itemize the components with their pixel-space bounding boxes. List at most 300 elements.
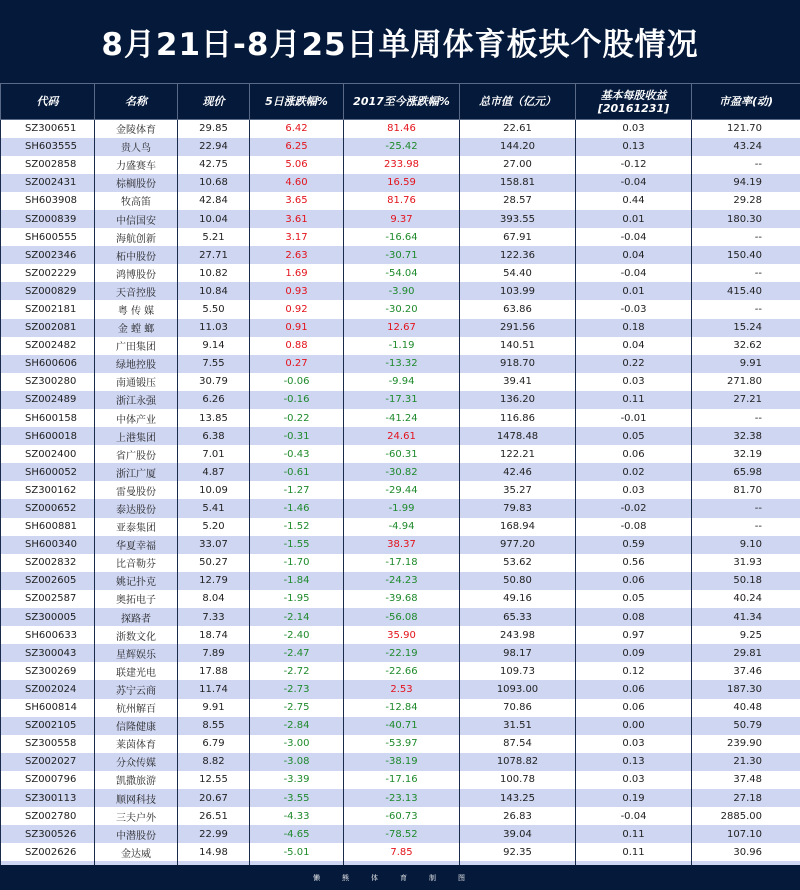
cell-code: SZ002105: [1, 717, 95, 735]
table-row[interactable]: [1, 264, 800, 282]
cell-market-cap: 1478.48: [460, 427, 576, 445]
cell-market-cap: 79.83: [460, 499, 576, 517]
table-row[interactable]: [1, 662, 800, 680]
cell-pe: --: [692, 264, 800, 282]
cell-code: SH600158: [1, 409, 95, 427]
cell-change-ytd: 9.37: [344, 210, 460, 228]
cell-code: SZ300280: [1, 373, 95, 391]
cell-change-ytd: -22.19: [344, 644, 460, 662]
cell-price: 10.82: [178, 264, 250, 282]
cell-market-cap: 67.91: [460, 228, 576, 246]
cell-eps: -0.04: [576, 807, 692, 825]
cell-change-5d: -5.01: [250, 843, 344, 861]
table-row[interactable]: [1, 355, 800, 373]
cell-price: 13.85: [178, 409, 250, 427]
cell-market-cap: 28.57: [460, 192, 576, 210]
table-row[interactable]: [1, 246, 800, 264]
cell-eps: 0.08: [576, 608, 692, 626]
cell-eps: 0.11: [576, 825, 692, 843]
cell-change-5d: 0.88: [250, 337, 344, 355]
cell-eps: 0.11: [576, 843, 692, 861]
cell-market-cap: 168.94: [460, 518, 576, 536]
cell-change-5d: 0.27: [250, 355, 344, 373]
cell-pe: 65.98: [692, 463, 800, 481]
cell-pe: 415.40: [692, 282, 800, 300]
cell-change-5d: 5.06: [250, 156, 344, 174]
cell-eps: 0.06: [576, 572, 692, 590]
cell-change-5d: 6.42: [250, 120, 344, 138]
cell-change-5d: -0.22: [250, 409, 344, 427]
cell-change-ytd: -60.73: [344, 807, 460, 825]
cell-code: SZ300005: [1, 608, 95, 626]
cell-market-cap: 70.86: [460, 699, 576, 717]
cell-pe: 81.70: [692, 481, 800, 499]
cell-price: 7.89: [178, 644, 250, 662]
cell-price: 10.68: [178, 174, 250, 192]
cell-code: SZ000796: [1, 771, 95, 789]
cell-change-ytd: -25.42: [344, 138, 460, 156]
cell-change-ytd: 38.37: [344, 536, 460, 554]
cell-change-ytd: -78.52: [344, 825, 460, 843]
cell-name: 华夏幸福: [95, 536, 178, 554]
cell-change-ytd: -30.71: [344, 246, 460, 264]
cell-price: 8.82: [178, 753, 250, 771]
cell-code: SZ002346: [1, 246, 95, 264]
table-row[interactable]: [1, 120, 800, 138]
cell-pe: 94.19: [692, 174, 800, 192]
table-row[interactable]: [1, 590, 800, 608]
cell-name: 雷曼股份: [95, 481, 178, 499]
title-bar: [0, 0, 800, 83]
cell-eps: 0.03: [576, 735, 692, 753]
cell-eps: 0.13: [576, 753, 692, 771]
header-name[interactable]: 名称: [95, 84, 178, 120]
table-row[interactable]: [1, 518, 800, 536]
cell-code: SH600606: [1, 355, 95, 373]
cell-change-ytd: 81.46: [344, 120, 460, 138]
cell-pe: 27.18: [692, 789, 800, 807]
cell-change-ytd: -40.71: [344, 717, 460, 735]
cell-change-5d: -2.84: [250, 717, 344, 735]
cell-price: 20.67: [178, 789, 250, 807]
cell-change-5d: -1.27: [250, 481, 344, 499]
cell-pe: --: [692, 518, 800, 536]
cell-code: SZ002081: [1, 319, 95, 337]
cell-change-ytd: 35.90: [344, 626, 460, 644]
cell-change-ytd: -30.20: [344, 300, 460, 318]
table-row[interactable]: [1, 156, 800, 174]
cell-price: 42.84: [178, 192, 250, 210]
cell-name: 南通锻压: [95, 373, 178, 391]
cell-pe: 32.62: [692, 337, 800, 355]
cell-price: 8.04: [178, 590, 250, 608]
cell-change-5d: -1.52: [250, 518, 344, 536]
header-eps-line2: [20161231]: [597, 101, 670, 115]
cell-pe: --: [692, 156, 800, 174]
cell-pe: 30.96: [692, 843, 800, 861]
cell-price: 26.51: [178, 807, 250, 825]
cell-price: 29.85: [178, 120, 250, 138]
table-row[interactable]: [1, 536, 800, 554]
cell-name: 鸿博股份: [95, 264, 178, 282]
cell-code: SH600555: [1, 228, 95, 246]
cell-code: SZ300043: [1, 644, 95, 662]
cell-price: 22.94: [178, 138, 250, 156]
cell-change-5d: 0.93: [250, 282, 344, 300]
cell-eps: 0.00: [576, 717, 692, 735]
cell-name: 泰达股份: [95, 499, 178, 517]
cell-change-5d: 4.60: [250, 174, 344, 192]
cell-change-ytd: -1.99: [344, 499, 460, 517]
cell-market-cap: 100.78: [460, 771, 576, 789]
cell-code: SZ002587: [1, 590, 95, 608]
cell-code: SZ300651: [1, 120, 95, 138]
cell-price: 50.27: [178, 554, 250, 572]
cell-code: SZ300526: [1, 825, 95, 843]
cell-name: 亚泰集团: [95, 518, 178, 536]
cell-eps: 0.03: [576, 481, 692, 499]
table-row[interactable]: [1, 445, 800, 463]
cell-code: SZ002626: [1, 843, 95, 861]
cell-change-5d: -4.65: [250, 825, 344, 843]
cell-code: SZ002024: [1, 680, 95, 698]
cell-change-ytd: 233.98: [344, 156, 460, 174]
cell-eps: 0.11: [576, 391, 692, 409]
table-row[interactable]: [1, 228, 800, 246]
cell-code: SZ000829: [1, 282, 95, 300]
cell-name: 海航创新: [95, 228, 178, 246]
cell-price: 6.79: [178, 735, 250, 753]
table-row[interactable]: [1, 644, 800, 662]
footer-credit: 懒熊体育制图: [0, 865, 800, 890]
cell-change-ytd: 16.59: [344, 174, 460, 192]
table-row[interactable]: [1, 282, 800, 300]
page-title: 8月21日-8月25日单周体育板块个股情况: [101, 27, 699, 63]
cell-market-cap: 1078.82: [460, 753, 576, 771]
cell-change-5d: -0.43: [250, 445, 344, 463]
cell-change-5d: 3.17: [250, 228, 344, 246]
cell-market-cap: 144.20: [460, 138, 576, 156]
cell-market-cap: 98.17: [460, 644, 576, 662]
cell-name: 粤 传 媒: [95, 300, 178, 318]
cell-market-cap: 22.61: [460, 120, 576, 138]
table-row[interactable]: [1, 608, 800, 626]
cell-market-cap: 143.25: [460, 789, 576, 807]
table-row[interactable]: [1, 554, 800, 572]
table-row[interactable]: [1, 337, 800, 355]
cell-code: SH603908: [1, 192, 95, 210]
cell-pe: 21.30: [692, 753, 800, 771]
cell-price: 6.26: [178, 391, 250, 409]
table-row[interactable]: [1, 735, 800, 753]
cell-pe: 27.21: [692, 391, 800, 409]
cell-name: 莱茵体育: [95, 735, 178, 753]
cell-eps: 0.04: [576, 246, 692, 264]
cell-change-ytd: -17.18: [344, 554, 460, 572]
cell-eps: 0.06: [576, 445, 692, 463]
cell-name: 联建光电: [95, 662, 178, 680]
table-row[interactable]: [1, 300, 800, 318]
cell-eps: 0.03: [576, 120, 692, 138]
cell-change-5d: -3.08: [250, 753, 344, 771]
cell-name: 凯撒旅游: [95, 771, 178, 789]
cell-code: SZ300269: [1, 662, 95, 680]
cell-name: 中信国安: [95, 210, 178, 228]
cell-change-ytd: -54.04: [344, 264, 460, 282]
cell-eps: 0.01: [576, 282, 692, 300]
cell-eps: 0.03: [576, 771, 692, 789]
cell-change-5d: -1.95: [250, 590, 344, 608]
cell-eps: 0.97: [576, 626, 692, 644]
table-row[interactable]: [1, 481, 800, 499]
cell-change-5d: -0.31: [250, 427, 344, 445]
cell-change-ytd: -12.84: [344, 699, 460, 717]
table-row[interactable]: [1, 138, 800, 156]
table-body: [1, 120, 800, 880]
cell-market-cap: 291.56: [460, 319, 576, 337]
cell-eps: -0.04: [576, 228, 692, 246]
cell-change-5d: -1.55: [250, 536, 344, 554]
cell-pe: 40.24: [692, 590, 800, 608]
cell-pe: 29.28: [692, 192, 800, 210]
cell-pe: 32.19: [692, 445, 800, 463]
cell-change-ytd: 24.61: [344, 427, 460, 445]
cell-name: 棕榈股份: [95, 174, 178, 192]
cell-pe: 50.18: [692, 572, 800, 590]
cell-name: 姚记扑克: [95, 572, 178, 590]
header-change-5d[interactable]: 5日涨跌幅%: [250, 84, 344, 120]
cell-pe: --: [692, 499, 800, 517]
table-row[interactable]: [1, 807, 800, 825]
table-row[interactable]: [1, 825, 800, 843]
cell-change-ytd: -17.31: [344, 391, 460, 409]
cell-change-ytd: 2.53: [344, 680, 460, 698]
table-row[interactable]: [1, 427, 800, 445]
cell-code: SZ002780: [1, 807, 95, 825]
table-row[interactable]: [1, 210, 800, 228]
cell-market-cap: 122.36: [460, 246, 576, 264]
cell-pe: 9.91: [692, 355, 800, 373]
cell-pe: 150.40: [692, 246, 800, 264]
cell-change-ytd: -56.08: [344, 608, 460, 626]
table-row[interactable]: [1, 572, 800, 590]
cell-market-cap: 116.86: [460, 409, 576, 427]
cell-eps: 0.22: [576, 355, 692, 373]
cell-price: 10.04: [178, 210, 250, 228]
cell-market-cap: 1093.00: [460, 680, 576, 698]
cell-change-5d: -3.00: [250, 735, 344, 753]
cell-name: 信隆健康: [95, 717, 178, 735]
cell-code: SZ002832: [1, 554, 95, 572]
cell-name: 金达威: [95, 843, 178, 861]
cell-price: 5.41: [178, 499, 250, 517]
cell-code: SH600881: [1, 518, 95, 536]
cell-market-cap: 39.41: [460, 373, 576, 391]
cell-pe: --: [692, 409, 800, 427]
cell-change-5d: -4.33: [250, 807, 344, 825]
table-row[interactable]: [1, 463, 800, 481]
cell-change-5d: -1.46: [250, 499, 344, 517]
cell-pe: 37.46: [692, 662, 800, 680]
cell-eps: 0.18: [576, 319, 692, 337]
cell-price: 7.55: [178, 355, 250, 373]
table-row[interactable]: [1, 717, 800, 735]
cell-eps: 0.19: [576, 789, 692, 807]
cell-name: 力盛赛车: [95, 156, 178, 174]
cell-price: 33.07: [178, 536, 250, 554]
table-row[interactable]: [1, 699, 800, 717]
cell-pe: 32.38: [692, 427, 800, 445]
table-row[interactable]: [1, 843, 800, 861]
cell-change-ytd: 12.67: [344, 319, 460, 337]
cell-name: 上港集团: [95, 427, 178, 445]
cell-market-cap: 977.20: [460, 536, 576, 554]
cell-code: SZ002181: [1, 300, 95, 318]
table-row[interactable]: [1, 409, 800, 427]
cell-price: 5.50: [178, 300, 250, 318]
table-row[interactable]: [1, 771, 800, 789]
table-row[interactable]: [1, 499, 800, 517]
cell-price: 42.75: [178, 156, 250, 174]
cell-eps: -0.02: [576, 499, 692, 517]
table-row[interactable]: [1, 319, 800, 337]
cell-eps: -0.01: [576, 409, 692, 427]
cell-pe: 41.34: [692, 608, 800, 626]
header-code[interactable]: 代码: [1, 84, 95, 120]
cell-market-cap: 53.62: [460, 554, 576, 572]
cell-market-cap: 54.40: [460, 264, 576, 282]
cell-name: 绿地控股: [95, 355, 178, 373]
cell-name: 分众传媒: [95, 753, 178, 771]
cell-name: 省广股份: [95, 445, 178, 463]
header-price[interactable]: 现价: [178, 84, 250, 120]
cell-change-ytd: -39.68: [344, 590, 460, 608]
cell-pe: 37.48: [692, 771, 800, 789]
cell-market-cap: 918.70: [460, 355, 576, 373]
cell-pe: 187.30: [692, 680, 800, 698]
cell-pe: 271.80: [692, 373, 800, 391]
cell-change-ytd: -16.64: [344, 228, 460, 246]
cell-change-5d: 2.63: [250, 246, 344, 264]
cell-market-cap: 39.04: [460, 825, 576, 843]
cell-name: 牧高笛: [95, 192, 178, 210]
cell-change-5d: -2.40: [250, 626, 344, 644]
header-change-ytd[interactable]: 2017至今涨跌幅%: [344, 84, 460, 120]
cell-name: 浙江永强: [95, 391, 178, 409]
cell-code: SZ000839: [1, 210, 95, 228]
cell-eps: -0.03: [576, 300, 692, 318]
table-header-row: [1, 84, 800, 120]
cell-market-cap: 27.00: [460, 156, 576, 174]
header-pe[interactable]: 市盈率(动): [692, 84, 800, 120]
cell-change-ytd: -23.13: [344, 789, 460, 807]
table-row[interactable]: [1, 626, 800, 644]
cell-eps: -0.04: [576, 264, 692, 282]
cell-change-5d: -1.84: [250, 572, 344, 590]
table-row[interactable]: [1, 680, 800, 698]
cell-change-ytd: -41.24: [344, 409, 460, 427]
cell-eps: -0.08: [576, 518, 692, 536]
cell-change-5d: -2.73: [250, 680, 344, 698]
cell-price: 22.99: [178, 825, 250, 843]
cell-market-cap: 26.83: [460, 807, 576, 825]
cell-name: 贵人鸟: [95, 138, 178, 156]
cell-name: 广田集团: [95, 337, 178, 355]
cell-eps: -0.12: [576, 156, 692, 174]
cell-change-ytd: -3.90: [344, 282, 460, 300]
cell-code: SZ002482: [1, 337, 95, 355]
cell-change-5d: 1.69: [250, 264, 344, 282]
cell-name: 苏宁云商: [95, 680, 178, 698]
cell-market-cap: 87.54: [460, 735, 576, 753]
cell-change-5d: -0.06: [250, 373, 344, 391]
cell-market-cap: 35.27: [460, 481, 576, 499]
cell-name: 探路者: [95, 608, 178, 626]
cell-pe: --: [692, 300, 800, 318]
cell-market-cap: 243.98: [460, 626, 576, 644]
cell-change-5d: -0.16: [250, 391, 344, 409]
table-row[interactable]: [1, 391, 800, 409]
cell-change-ytd: -22.66: [344, 662, 460, 680]
cell-price: 7.01: [178, 445, 250, 463]
table-row[interactable]: [1, 753, 800, 771]
cell-price: 30.79: [178, 373, 250, 391]
cell-change-5d: 0.91: [250, 319, 344, 337]
cell-name: 中潜股份: [95, 825, 178, 843]
cell-name: 浙数文化: [95, 626, 178, 644]
cell-price: 18.74: [178, 626, 250, 644]
cell-market-cap: 393.55: [460, 210, 576, 228]
table-row[interactable]: [1, 789, 800, 807]
cell-change-ytd: 81.76: [344, 192, 460, 210]
cell-price: 4.87: [178, 463, 250, 481]
cell-market-cap: 109.73: [460, 662, 576, 680]
cell-price: 12.79: [178, 572, 250, 590]
cell-change-5d: 6.25: [250, 138, 344, 156]
cell-pe: 107.10: [692, 825, 800, 843]
cell-eps: 0.09: [576, 644, 692, 662]
cell-price: 7.33: [178, 608, 250, 626]
cell-change-5d: -2.72: [250, 662, 344, 680]
stock-table: [0, 83, 800, 879]
cell-change-5d: -2.47: [250, 644, 344, 662]
cell-price: 14.98: [178, 843, 250, 861]
cell-pe: 121.70: [692, 120, 800, 138]
cell-price: 11.03: [178, 319, 250, 337]
header-market-cap[interactable]: 总市值（亿元）: [460, 84, 576, 120]
table-row[interactable]: [1, 192, 800, 210]
cell-code: SH600018: [1, 427, 95, 445]
cell-pe: 9.10: [692, 536, 800, 554]
cell-eps: 0.56: [576, 554, 692, 572]
cell-price: 12.55: [178, 771, 250, 789]
cell-pe: 9.25: [692, 626, 800, 644]
cell-code: SZ002431: [1, 174, 95, 192]
cell-code: SZ000652: [1, 499, 95, 517]
cell-name: 天音控股: [95, 282, 178, 300]
cell-eps: 0.44: [576, 192, 692, 210]
cell-change-ytd: 7.85: [344, 843, 460, 861]
header-eps[interactable]: [576, 84, 692, 120]
cell-change-ytd: -60.31: [344, 445, 460, 463]
cell-eps: 0.05: [576, 590, 692, 608]
table-row[interactable]: [1, 174, 800, 192]
cell-eps: 0.03: [576, 373, 692, 391]
table-row[interactable]: [1, 373, 800, 391]
cell-pe: 180.30: [692, 210, 800, 228]
cell-pe: 15.24: [692, 319, 800, 337]
cell-pe: 40.48: [692, 699, 800, 717]
